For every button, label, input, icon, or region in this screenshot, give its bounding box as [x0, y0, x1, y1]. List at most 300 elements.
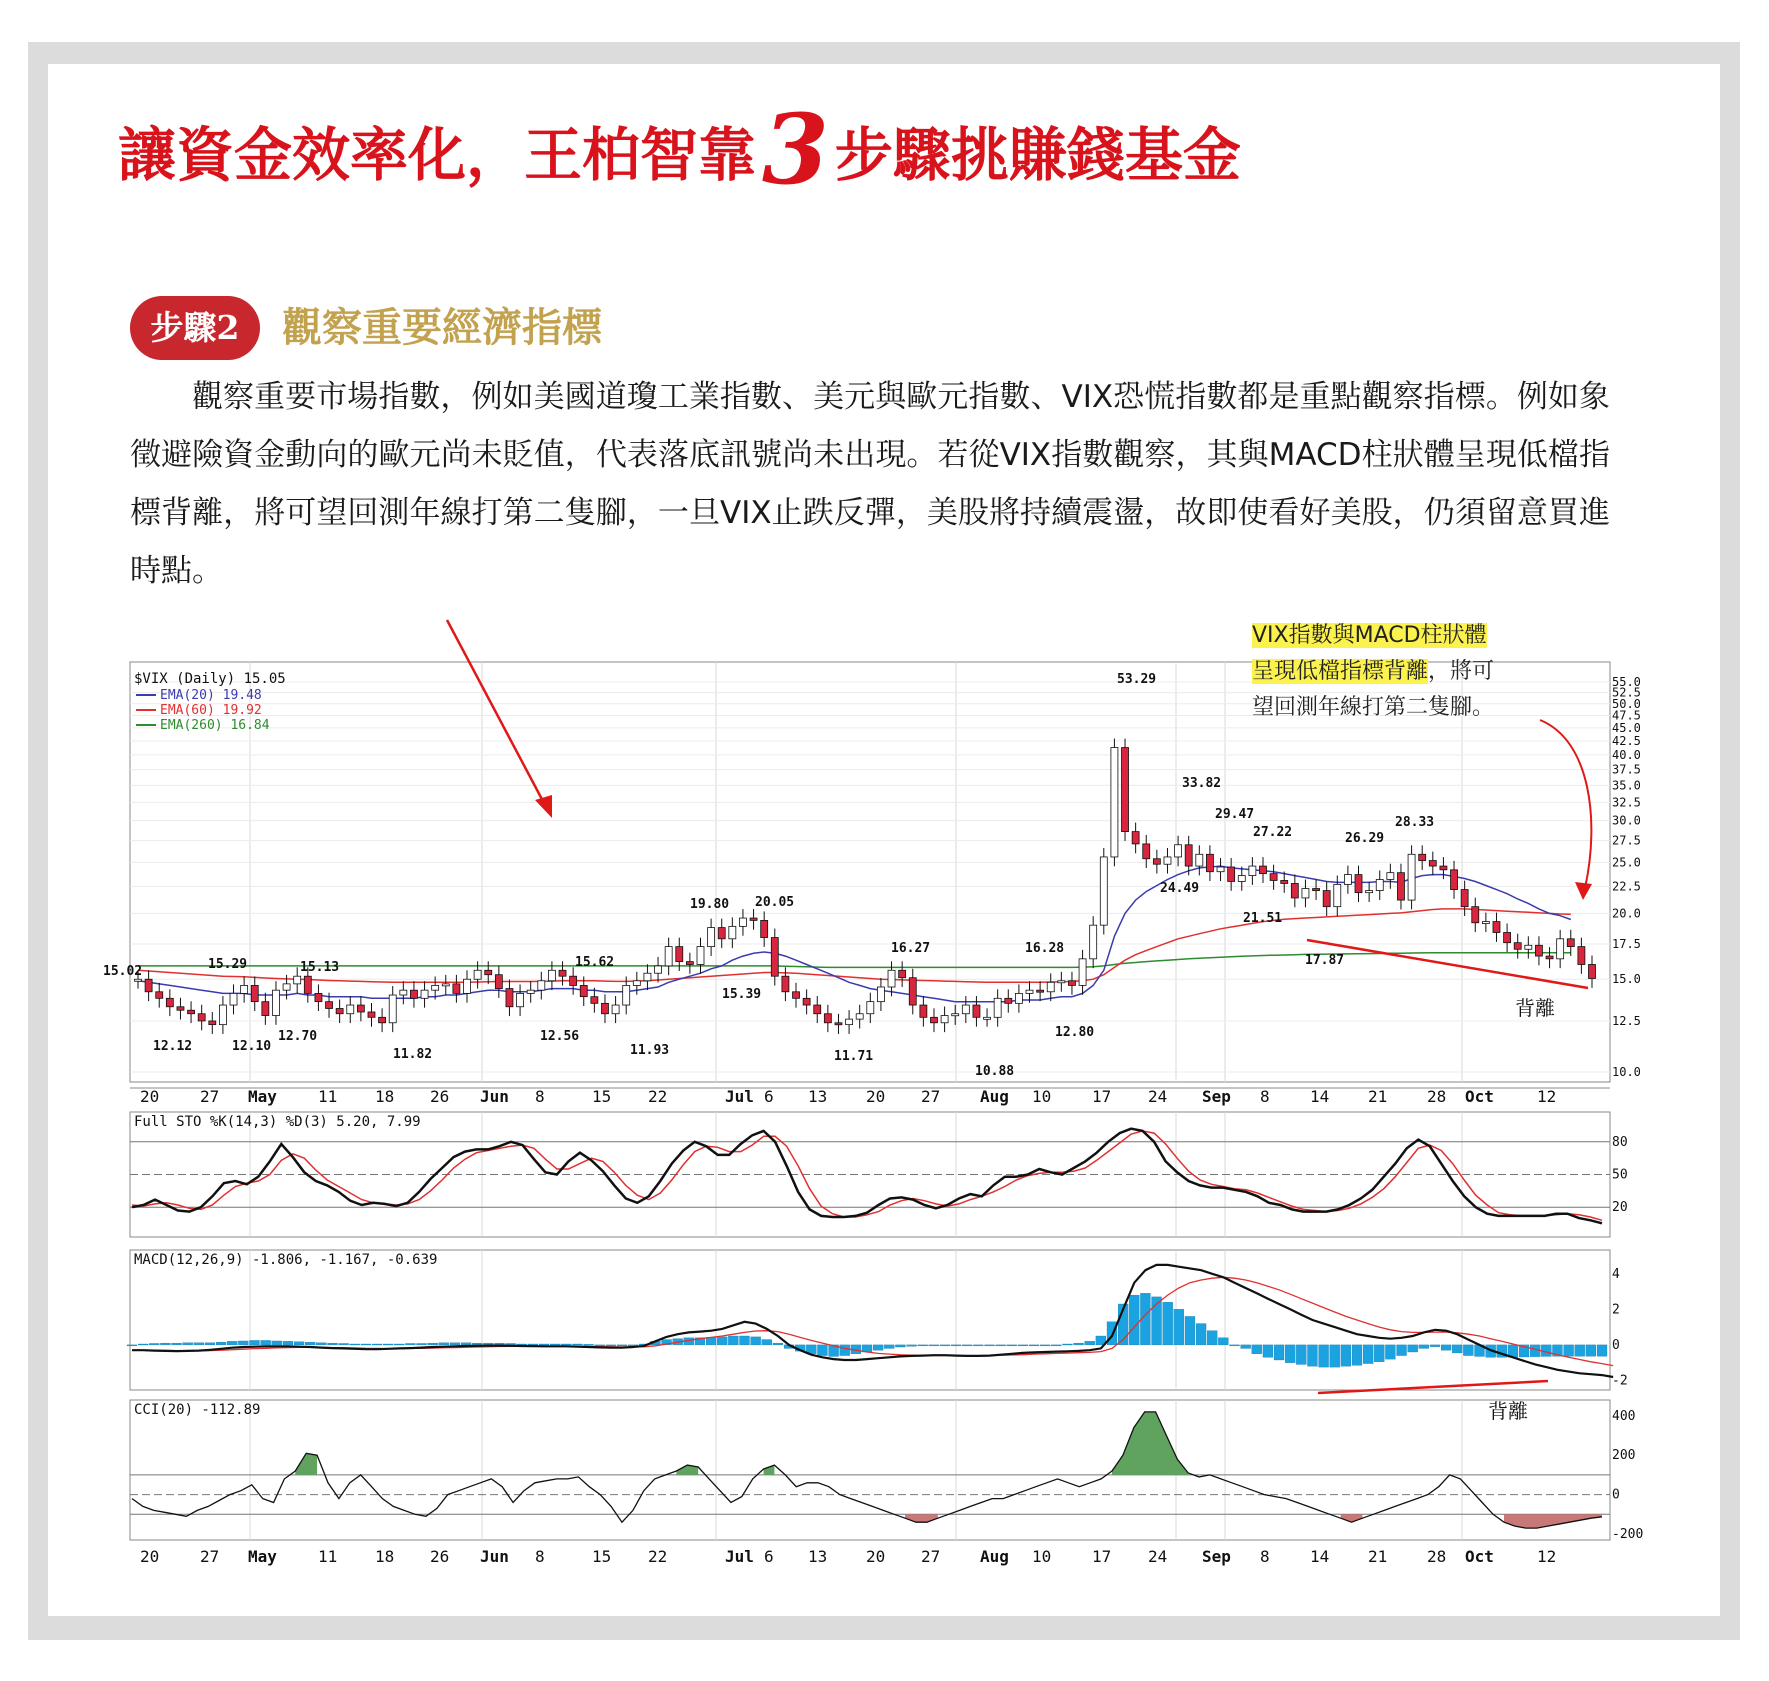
x-tick-bottom: 28	[1427, 1547, 1447, 1566]
macd-hist-bar	[550, 1344, 560, 1345]
candle-body	[527, 990, 534, 993]
callout-line3: 望回測年線打第二隻腳。	[1252, 695, 1495, 720]
price-label: 15.29	[208, 957, 248, 972]
price-label: 24.49	[1160, 881, 1200, 896]
macd-hist-bar	[1074, 1343, 1084, 1345]
candle-body	[1185, 845, 1192, 866]
price-label: 27.22	[1253, 825, 1293, 840]
macd-hist-bar	[428, 1343, 438, 1345]
macd-hist-bar	[1040, 1345, 1050, 1346]
macd-hist-bar	[1274, 1345, 1284, 1360]
macd-line	[132, 1265, 1613, 1377]
price-label: 15.62	[575, 955, 615, 970]
macd-hist-bar	[706, 1337, 716, 1344]
candle-body	[559, 970, 566, 976]
price-label: 11.93	[630, 1043, 670, 1058]
candle-body	[601, 1003, 608, 1013]
candle-body	[230, 993, 237, 1005]
x-tick-bottom: 20	[140, 1547, 160, 1566]
price-label: 17.87	[1305, 953, 1345, 968]
macd-hist-bar	[1285, 1345, 1295, 1363]
macd-hist-bar	[895, 1345, 905, 1347]
x-tick-top: 24	[1148, 1087, 1168, 1106]
macd-hist-bar	[172, 1343, 182, 1345]
macd-hist-bar	[461, 1343, 471, 1345]
price-label: 12.12	[153, 1039, 193, 1054]
sto-ytick: 20	[1612, 1200, 1628, 1216]
cci-negative-fill	[1504, 1514, 1602, 1528]
cci-positive-fill	[1112, 1412, 1188, 1475]
candle-body	[771, 938, 778, 977]
candle-body	[262, 1002, 269, 1016]
x-tick-bottom: 27	[921, 1547, 941, 1566]
price-ytick: 40.0	[1612, 747, 1641, 762]
candle-body	[1249, 866, 1256, 875]
candle-body	[580, 985, 587, 996]
candle-body	[400, 990, 407, 995]
macd-hist-bar	[1452, 1345, 1462, 1353]
candle-body	[432, 985, 439, 990]
candle-body	[623, 985, 630, 1005]
candle-body	[1122, 748, 1129, 832]
price-label: 11.71	[834, 1049, 874, 1064]
x-tick-bottom: 12	[1537, 1547, 1557, 1566]
candle-body	[1567, 939, 1574, 947]
candle-body	[1132, 832, 1139, 844]
candle-body	[1100, 857, 1107, 925]
candle-body	[294, 976, 301, 984]
candle-body	[930, 1017, 937, 1022]
macd-hist-bar	[1330, 1345, 1340, 1367]
macd-hist-bar	[528, 1344, 538, 1345]
step-badge: 步驟2	[130, 296, 260, 360]
price-ytick: 17.5	[1612, 936, 1641, 951]
macd-hist-bar	[160, 1343, 170, 1345]
macd-hist-bar	[1419, 1345, 1429, 1349]
candle-body	[1344, 875, 1351, 885]
macd-hist-bar	[1430, 1345, 1440, 1347]
macd-hist-bar	[127, 1345, 137, 1346]
macd-hist-bar	[1397, 1345, 1407, 1356]
candle-body	[1175, 845, 1182, 857]
candle-body	[899, 970, 906, 977]
x-tick-bottom: 6	[764, 1547, 774, 1566]
macd-hist-bar	[272, 1341, 282, 1345]
macd-hist-bar	[405, 1343, 415, 1344]
macd-hist-bar	[584, 1344, 594, 1345]
candle-body	[1387, 873, 1394, 880]
macd-hist-bar	[840, 1345, 850, 1356]
candle-body	[739, 918, 746, 926]
candle-body	[389, 995, 396, 1023]
price-label: 15.13	[300, 960, 340, 975]
candle-body	[1015, 993, 1022, 1003]
x-tick-bottom: May	[248, 1547, 277, 1566]
x-tick-top: 18	[375, 1087, 395, 1106]
macd-hist-bar	[1564, 1345, 1574, 1356]
candle-body	[708, 928, 715, 947]
candle-body	[410, 990, 417, 998]
candle-body	[644, 973, 651, 981]
candle-body	[379, 1017, 386, 1022]
candle-body	[920, 1005, 927, 1017]
macd-hist-bar	[1196, 1324, 1206, 1345]
x-tick-top: 10	[1032, 1087, 1052, 1106]
macd-hist-bar	[1463, 1345, 1473, 1356]
macd-hist-bar	[1230, 1345, 1240, 1346]
candle-body	[1228, 867, 1235, 881]
macd-hist-bar	[1051, 1345, 1061, 1346]
macd-divergence-line	[1318, 1381, 1548, 1393]
candle-body	[1037, 990, 1044, 992]
x-tick-bottom: 20	[866, 1547, 886, 1566]
x-tick-bottom: 27	[200, 1547, 220, 1566]
macd-hist-bar	[973, 1345, 983, 1346]
cci-title: CCI(20) -112.89	[134, 1402, 261, 1418]
macd-hist-bar	[617, 1345, 627, 1346]
candle-body	[198, 1014, 205, 1021]
candle-body	[464, 979, 471, 993]
cci-ytick: -200	[1612, 1527, 1644, 1542]
candle-body	[1143, 844, 1150, 859]
candle-body	[1259, 866, 1266, 874]
macd-hist-bar	[372, 1344, 382, 1345]
macd-hist-bar	[283, 1341, 293, 1345]
candle-body	[1291, 883, 1298, 897]
candle-body	[1079, 959, 1086, 986]
macd-hist-bar	[929, 1345, 939, 1346]
candle-body	[1206, 854, 1213, 871]
candle-body	[846, 1019, 853, 1025]
sto-ytick: 50	[1612, 1167, 1628, 1183]
candle-body	[495, 975, 502, 989]
macd-hist-bar	[450, 1343, 460, 1345]
price-label: 19.80	[690, 897, 730, 912]
macd-hist-bar	[394, 1344, 404, 1345]
candle-body	[421, 990, 428, 998]
candle-body	[750, 918, 757, 920]
macd-hist-bar	[1575, 1345, 1585, 1356]
candle-body	[209, 1021, 216, 1025]
x-tick-top: 14	[1310, 1087, 1330, 1106]
candle-body	[156, 992, 163, 999]
price-divergence-label: 背離	[1515, 996, 1555, 1020]
macd-hist-bar	[1207, 1331, 1217, 1345]
candle-body	[304, 976, 311, 993]
price-divergence-line	[1307, 940, 1588, 988]
price-label: 12.70	[278, 1029, 318, 1044]
candle-body	[1440, 866, 1447, 870]
x-tick-top: 8	[1260, 1087, 1270, 1106]
price-ytick: 30.0	[1612, 813, 1641, 828]
arrow-left-shaft	[447, 620, 545, 805]
macd-hist-bar	[762, 1340, 772, 1345]
candle-body	[793, 992, 800, 999]
macd-hist-bar	[873, 1345, 883, 1350]
candle-body	[962, 1005, 969, 1014]
arrow-right-head	[1575, 882, 1592, 900]
price-label: 10.88	[975, 1064, 1015, 1079]
candle-body	[506, 989, 513, 1007]
panel-frame-cci	[130, 1400, 1610, 1540]
x-tick-top: 13	[808, 1087, 828, 1106]
candle-body	[655, 966, 662, 973]
candle-body	[782, 976, 789, 992]
macd-hist-bar	[138, 1344, 148, 1345]
macd-hist-bar	[1241, 1345, 1251, 1349]
candle-body	[1281, 880, 1288, 883]
price-ytick: 20.0	[1612, 906, 1641, 921]
x-tick-bottom: 14	[1310, 1547, 1330, 1566]
candle-body	[591, 997, 598, 1004]
cci-positive-fill	[295, 1453, 317, 1475]
candle-body	[686, 962, 693, 965]
price-label: 12.10	[232, 1039, 272, 1054]
macd-hist-bar	[884, 1345, 894, 1349]
macd-hist-bar	[773, 1343, 783, 1345]
candle-body	[1005, 998, 1012, 1003]
macd-hist-bar	[1374, 1345, 1384, 1362]
candle-body	[1546, 956, 1553, 959]
candle-body	[1313, 889, 1320, 891]
candle-body	[1493, 922, 1500, 933]
candle-body	[474, 970, 481, 979]
x-tick-bottom: 21	[1368, 1547, 1388, 1566]
macd-hist-bar	[361, 1344, 371, 1345]
macd-hist-bar	[439, 1343, 449, 1345]
candle-body	[485, 970, 492, 974]
price-label: 15.02	[103, 964, 143, 979]
cci-ytick: 200	[1612, 1448, 1636, 1464]
x-tick-bottom: 10	[1032, 1547, 1052, 1566]
candle-body	[517, 993, 524, 1006]
x-tick-top: 8	[535, 1087, 545, 1106]
candle-body	[570, 976, 577, 985]
arrow-left-head	[535, 795, 552, 818]
price-ytick: 10.0	[1612, 1065, 1641, 1079]
macd-hist-bar	[1408, 1345, 1418, 1352]
candle-body	[888, 970, 895, 987]
candle-body	[1578, 947, 1585, 965]
price-ytick: 22.5	[1612, 879, 1641, 894]
candle-body	[326, 1002, 333, 1009]
candle-body	[729, 926, 736, 938]
candle-body	[1047, 982, 1054, 991]
cci-ytick: 400	[1612, 1408, 1636, 1424]
macd-hist-bar	[261, 1340, 271, 1344]
candle-body	[1397, 873, 1404, 900]
x-tick-top: Jun	[480, 1087, 509, 1106]
candle-body	[1472, 907, 1479, 923]
candle-body	[1557, 939, 1564, 959]
macd-hist-bar	[183, 1343, 193, 1345]
macd-hist-bar	[1296, 1345, 1306, 1365]
x-tick-bottom: Aug	[980, 1547, 1009, 1566]
x-tick-top: 6	[764, 1087, 774, 1106]
candle-body	[633, 981, 640, 986]
macd-hist-bar	[1597, 1345, 1607, 1356]
candle-body	[1514, 943, 1521, 950]
cci-negative-fill	[905, 1514, 938, 1522]
candle-body	[368, 1012, 375, 1017]
macd-hist-bar	[1163, 1302, 1173, 1345]
macd-hist-bar	[1307, 1345, 1317, 1366]
macd-hist-bar	[539, 1344, 549, 1345]
x-tick-bottom: 26	[430, 1547, 450, 1566]
macd-hist-bar	[1174, 1309, 1184, 1345]
candle-body	[251, 985, 258, 1001]
candle-body	[824, 1014, 831, 1023]
price-label: 12.56	[540, 1029, 580, 1044]
macd-hist-bar	[740, 1336, 750, 1345]
price-ytick: 32.5	[1612, 795, 1641, 810]
macd-hist-bar	[918, 1345, 928, 1346]
macd-hist-bar	[1341, 1345, 1351, 1366]
legend-entry: EMA(260) 16.84	[160, 718, 270, 733]
x-tick-top: 15	[592, 1087, 612, 1106]
candle-body	[1429, 861, 1436, 867]
candle-body	[1026, 990, 1033, 993]
title-after: 步驟挑賺錢基金	[834, 121, 1241, 189]
price-label: 12.80	[1055, 1025, 1095, 1040]
macd-hist-bar	[606, 1345, 616, 1346]
macd-hist-bar	[751, 1337, 761, 1345]
candle-body	[1355, 875, 1362, 893]
candle-body	[1153, 859, 1160, 864]
candle-body	[283, 984, 290, 990]
candle-body	[1408, 854, 1415, 900]
sto-title: Full STO %K(14,3) %D(3) 5.20, 7.99	[134, 1114, 421, 1130]
macd-hist-bar	[1319, 1345, 1329, 1367]
candle-body	[347, 1005, 354, 1014]
callout-line1: VIX指數與MACD柱狀體	[1252, 623, 1487, 648]
candle-body	[538, 981, 545, 990]
candle-body	[1376, 879, 1383, 890]
candle-body	[1270, 874, 1277, 881]
price-label: 15.39	[722, 987, 762, 1002]
x-tick-bottom: Jul	[725, 1547, 754, 1566]
macd-hist-bar	[250, 1340, 260, 1344]
candle-body	[941, 1016, 948, 1023]
x-tick-bottom: 22	[648, 1547, 668, 1566]
macd-hist-bar	[417, 1343, 427, 1344]
title-number: 3	[762, 93, 829, 206]
macd-hist-bar	[305, 1342, 315, 1345]
x-tick-top: Aug	[980, 1087, 1009, 1106]
macd-hist-bar	[1062, 1344, 1072, 1345]
x-tick-top: 21	[1368, 1087, 1388, 1106]
candle-body	[877, 987, 884, 1002]
macd-hist-bar	[294, 1342, 304, 1345]
price-ytick: 42.5	[1612, 733, 1641, 748]
price-label: 16.28	[1025, 941, 1065, 956]
price-ytick: 55.0	[1612, 675, 1641, 689]
candle-body	[867, 1002, 874, 1014]
x-tick-top: 27	[921, 1087, 941, 1106]
macd-hist-bar	[1363, 1345, 1373, 1364]
candle-body	[177, 1007, 184, 1010]
macd-hist-bar	[1185, 1316, 1195, 1344]
macd-hist-bar	[595, 1345, 605, 1346]
candle-body	[909, 978, 916, 1005]
macd-hist-bar	[205, 1343, 215, 1345]
macd-divergence-label: 背離	[1488, 1399, 1528, 1423]
x-tick-bottom: 18	[375, 1547, 395, 1566]
candle-body	[1238, 876, 1245, 882]
candle-body	[803, 998, 810, 1005]
sto-k-line	[132, 1129, 1602, 1224]
x-tick-top: Jul	[725, 1087, 754, 1106]
macd-hist-bar	[728, 1336, 738, 1345]
candle-body	[1482, 922, 1489, 924]
price-ytick: 35.0	[1612, 778, 1641, 793]
macd-hist-bar	[216, 1342, 226, 1345]
macd-ytick: 4	[1612, 1266, 1620, 1282]
candle-body	[135, 979, 142, 981]
candle-body	[1451, 870, 1458, 890]
candle-body	[1504, 933, 1511, 943]
macd-hist-bar	[1085, 1341, 1095, 1345]
price-ytick: 37.5	[1612, 762, 1641, 777]
cci-line	[132, 1412, 1602, 1528]
candle-body	[1525, 945, 1532, 949]
macd-hist-bar	[327, 1343, 337, 1345]
candle-body	[718, 928, 725, 939]
macd-hist-bar	[1385, 1345, 1395, 1359]
macd-hist-bar	[1029, 1345, 1039, 1346]
step-heading: 觀察重要經濟指標	[282, 304, 602, 351]
macd-hist-bar	[717, 1337, 727, 1345]
candle-body	[1461, 890, 1468, 907]
price-title: $VIX (Daily) 15.05	[134, 671, 286, 687]
macd-hist-bar	[149, 1343, 159, 1344]
candle-body	[166, 998, 173, 1006]
x-tick-top: 12	[1537, 1087, 1557, 1106]
x-tick-bottom: 8	[1260, 1547, 1270, 1566]
macd-hist-bar	[1218, 1338, 1228, 1345]
candle-body	[676, 947, 683, 962]
macd-hist-bar	[1441, 1345, 1451, 1350]
x-tick-bottom: Jun	[480, 1547, 509, 1566]
candle-body	[1535, 945, 1542, 956]
macd-ytick: 2	[1612, 1302, 1620, 1318]
price-ytick: 15.0	[1612, 972, 1641, 987]
callout-line2-rest: ，將可	[1428, 659, 1495, 684]
candle-body	[761, 920, 768, 937]
candle-body	[1111, 748, 1118, 857]
candle-body	[973, 1005, 980, 1017]
candle-body	[1589, 964, 1596, 978]
price-label: 20.05	[755, 895, 795, 910]
candle-body	[856, 1014, 863, 1019]
x-tick-bottom: 13	[808, 1547, 828, 1566]
candle-body	[994, 998, 1001, 1017]
candle-body	[357, 1005, 364, 1012]
x-tick-top: 28	[1427, 1087, 1447, 1106]
ema260-line	[138, 953, 1571, 968]
x-tick-top: 11	[318, 1087, 338, 1106]
price-label: 33.82	[1182, 776, 1222, 791]
macd-hist-bar	[316, 1343, 326, 1345]
candle-body	[241, 985, 248, 993]
candle-body	[814, 1005, 821, 1014]
price-label: 26.29	[1345, 831, 1385, 846]
x-tick-bottom: 8	[535, 1547, 545, 1566]
candle-body	[145, 979, 152, 992]
macd-hist-bar	[572, 1344, 582, 1345]
x-tick-bottom: Sep	[1202, 1547, 1231, 1566]
price-label: 16.27	[891, 941, 931, 956]
